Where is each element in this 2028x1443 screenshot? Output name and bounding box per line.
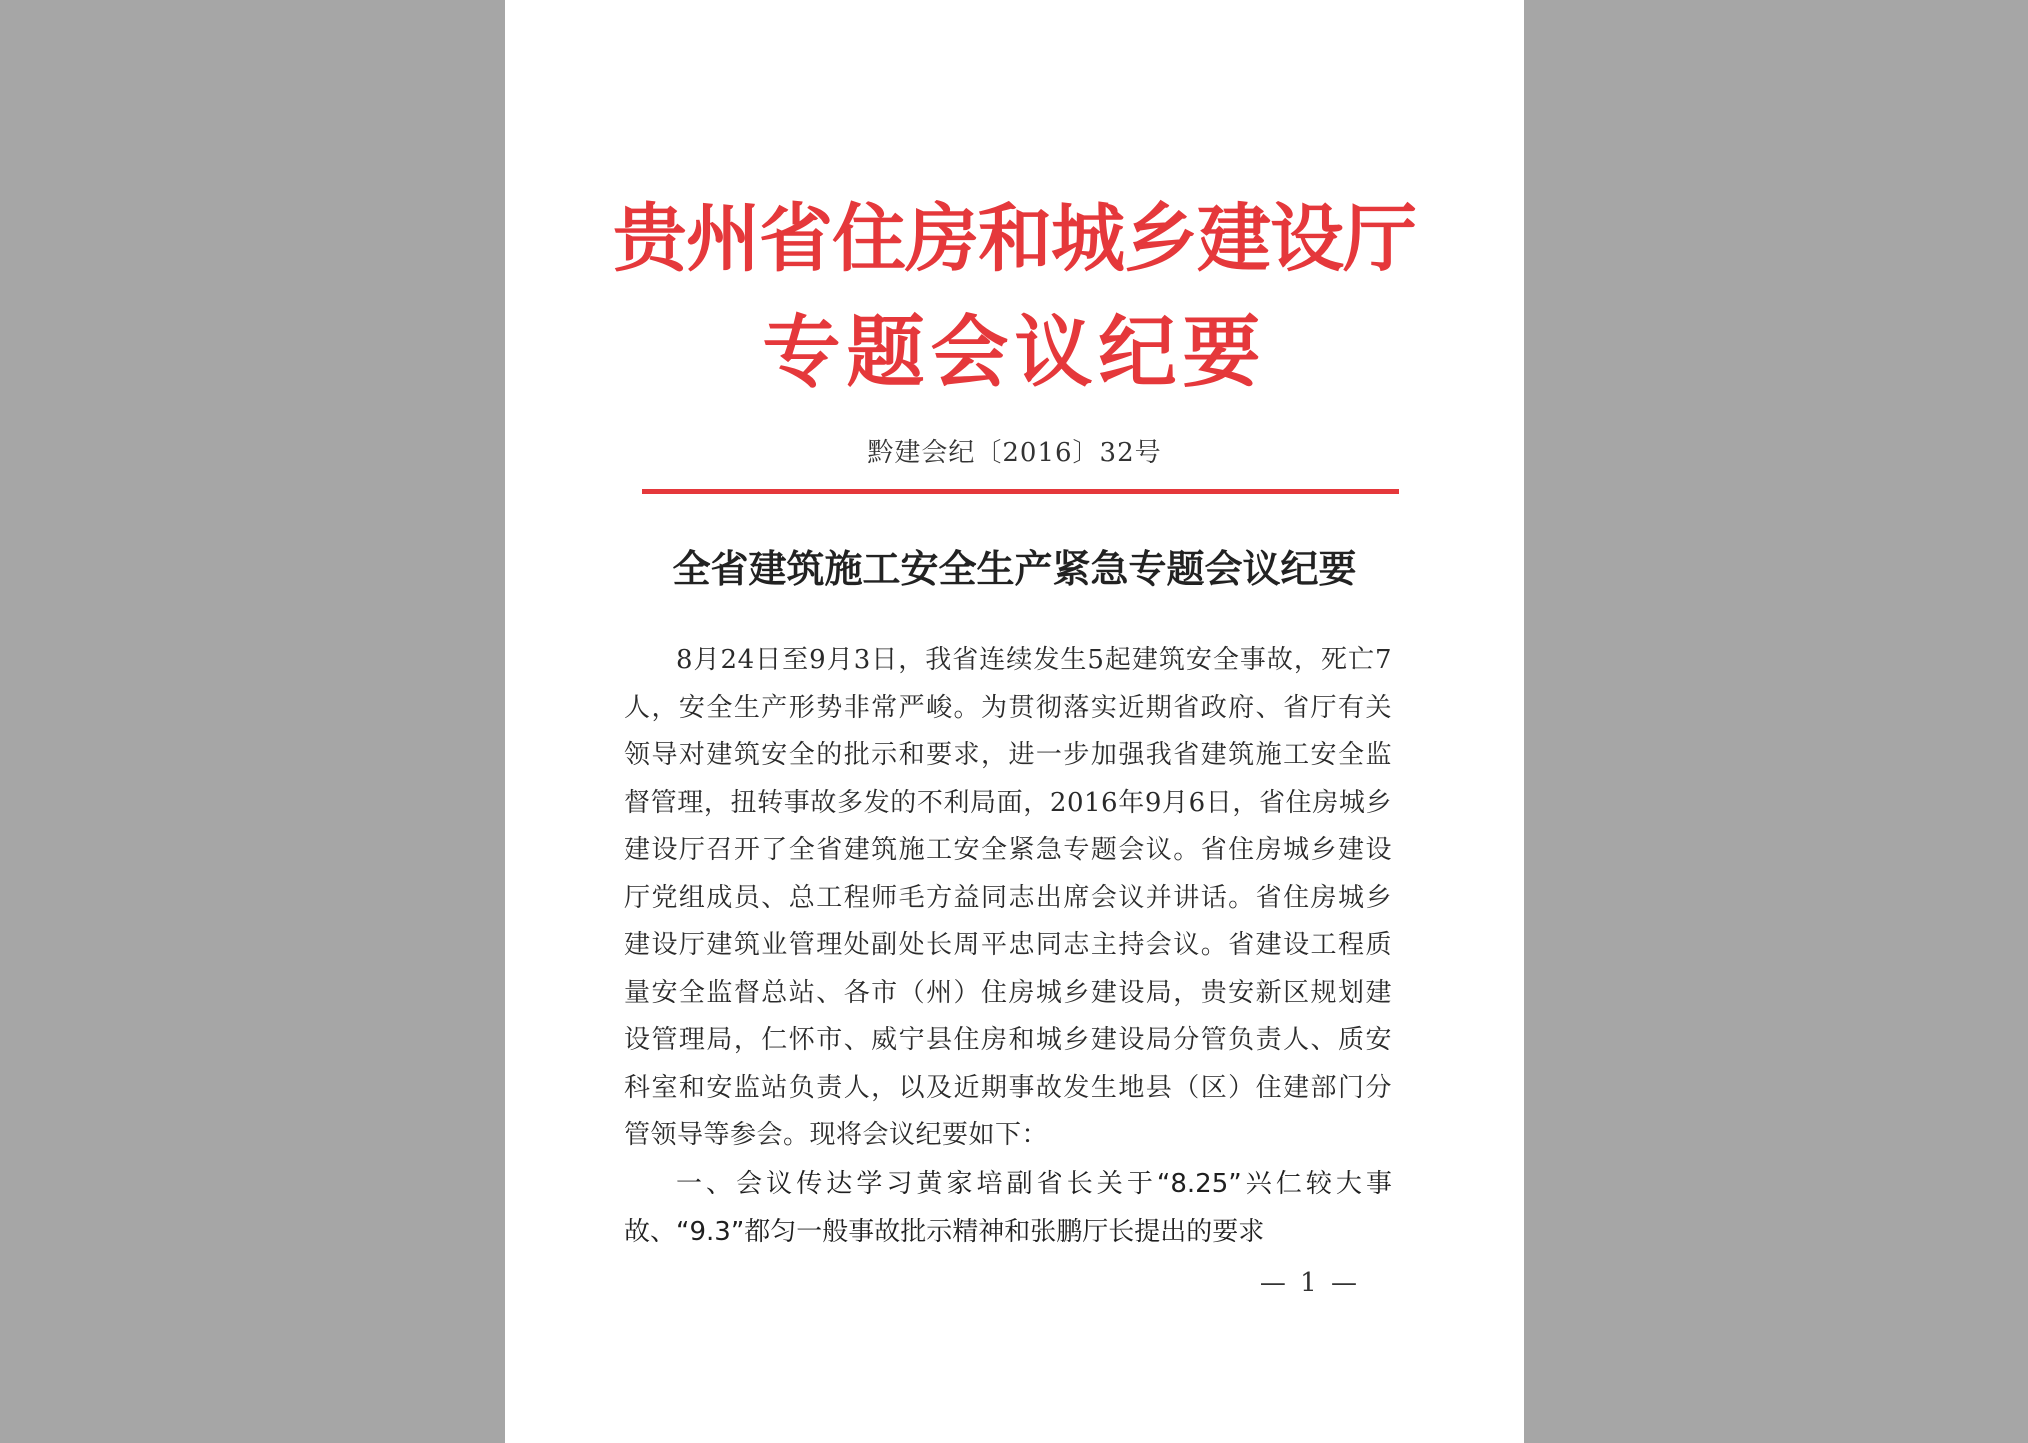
body-paragraph: 8月24日至9月3日，我省连续发生5起建筑安全事故，死亡7人，安全生产形势非常严峻。为贯彻落实近期省政府、省厅有关领导对建筑安全的批示和要求，进一步加强我省建筑施工安全监督管理，扭转事故多发的不利局面，2016年9月6日，省住房城乡建设厅召开了全省建筑施工安全紧急专题会议。省住房城乡建设厅党组成员、总工程师毛方益同志出席会议并讲话。省住房城乡建设厅建筑业管理处副处长周平忠同志主持会议。省建设工程质量安全监督总站、各市（州）住房城乡建设局，贵安新区规划建设管理局，仁怀市、威宁县住房和城乡建设局分管负责人、质安科室和安监站负责人，以及近期事故发生地县（区）住建部门分管领导等参会。现将会议纪要如下： [624,645,1392,1150]
document-type: 专题会议纪要 [762,307,1267,398]
issuer-name: 贵州省住房和城乡建设厅 [613,196,1416,282]
document-title: 全省建筑施工安全生产紧急专题会议纪要 [672,546,1357,591]
document-page [505,0,1524,1443]
section-heading: 一、会议传达学习黄家培副省长关于“8.25”兴仁较大事故、“9.3”都匀一般事故批示精神和张鹏厅长提出的要求 [624,1168,1392,1247]
page-number: — 1 — [1259,1268,1360,1298]
document-number: 黔建会纪〔2016〕32号 [867,438,1162,468]
red-divider [642,489,1399,494]
body-text [624,637,1392,1256]
